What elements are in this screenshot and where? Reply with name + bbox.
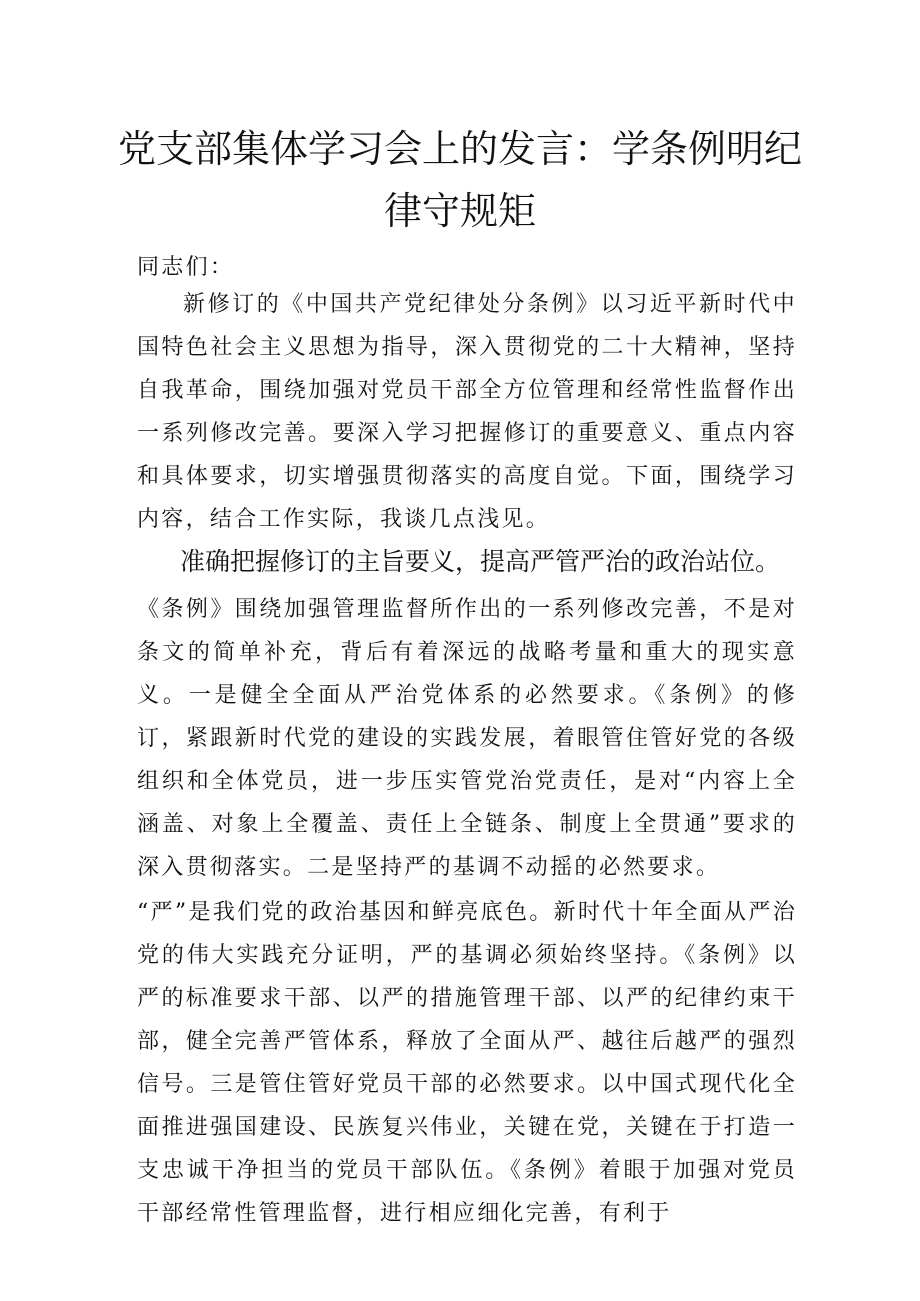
section-heading: 准确把握修订的主旨要义，提高严管严治的政治站位。 [180, 547, 781, 576]
section-paragraph-1: 《条例》围绕加强管理监督所作出的一系列修改完善，不是对条文的简单补充，背后有着深远的战略考量和重大的现实意义。一是健全全面从严治党体系的必然要求。《条例》的修订，紧跟新时代党的建设的实践发展，着眼管住管好党的各级组织和全体党员，进一步压实管党治党责任，是对“内容上全涵盖、对象上全覆盖、责任上全链条、制度上全贯通”要求的深入贯彻落实。二是坚持严的基调不动摇的必然要求。 [137, 597, 797, 880]
document-title-line-2: 律守规矩 [383, 189, 536, 233]
intro-paragraph: 新修订的《中国共产党纪律处分条例》以习近平新时代中国特色社会主义思想为指导，深入贯彻党的二十大精神，坚持自我革命，围绕加强对党员干部全方位管理和经常性监督作出一系列修改完善。要深入学习把握修订的重要意义、重点内容和具体要求，切实增强贯彻落实的高度自觉。下面，围绕学习内容，结合工作实际，我谈几点浅见。 [137, 292, 797, 532]
document-title-line-1: 党支部集体学习会上的发言：学条例明纪 [117, 127, 802, 171]
salutation: 同志们： [137, 255, 235, 280]
section-paragraph-2: “严”是我们党的政治基因和鲜亮底色。新时代十年全面从严治党的伟大实践充分证明，严的基调必须始终坚持。《条例》以严的标准要求干部、以严的措施管理干部、以严的纪律约束干部，健全完善严管体系，释放了全面从严、越往后越严的强烈信号。三是管住管好党员干部的必然要求。以中国式现代化全面推进强国建设、民族复兴伟业，关键在党，关键在于打造一支忠诚干净担当的党员干部队伍。《条例》着眼于加强对党员干部经常性管理监督，进行相应细化完善，有利于 [137, 900, 797, 1226]
